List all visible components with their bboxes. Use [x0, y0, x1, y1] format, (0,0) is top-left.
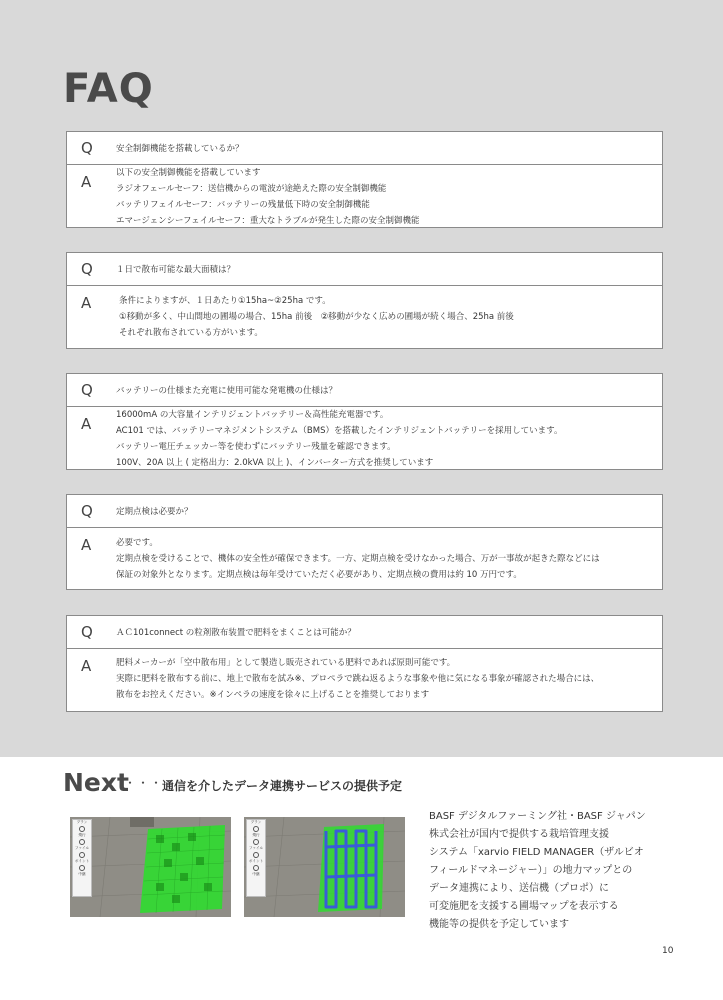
map-side-panel: [246, 819, 266, 897]
question-row: [67, 253, 662, 286]
panel-label: プラン: [250, 820, 262, 824]
flight-path-map-graphic: [244, 817, 405, 917]
plan-icon: [253, 826, 259, 832]
plan-icon: [79, 826, 85, 832]
flight-icon: [253, 839, 259, 845]
description-line: 株式会社が国内で提供する栽培管理支援: [429, 829, 609, 840]
answer-line: ラジオフェールセーフ：送信機からの電波が途絶えた際の安全制御機能: [116, 184, 387, 194]
description-line: BASF デジタルファーミング社・BASF ジャパン: [429, 811, 646, 822]
q-mark: Q: [81, 623, 93, 641]
map-side-panel: [72, 819, 92, 897]
q-mark: Q: [81, 139, 93, 157]
panel-label: 飛行: [252, 833, 260, 837]
question-row: [67, 132, 662, 165]
description-line: 機能等の提供を予定しています: [429, 919, 569, 930]
next-dots: ・・・: [124, 776, 164, 790]
q-mark: Q: [81, 260, 93, 278]
fertility-map-graphic: [70, 817, 231, 917]
flight-path-map-image: [244, 817, 405, 917]
next-subtitle: 通信を介したデータ連携サービスの提供予定: [162, 779, 403, 793]
page-number: 10: [662, 946, 674, 956]
answer-line: ①移動が多く、中山間地の圃場の場合、15ha 前後 ②移動が少なく広めの圃場が続く場合、25ha 前後: [119, 312, 514, 322]
flight-icon: [79, 839, 85, 845]
answer-text: [116, 407, 562, 471]
answer-line: バッテリフェイルセーフ：バッテリーの残量低下時の安全制御機能: [116, 200, 370, 210]
faq-title: FAQ: [63, 66, 154, 112]
faq-item: [66, 252, 663, 349]
answer-line: それぞれ散布されている方がいます。: [119, 328, 263, 338]
point-icon: [79, 865, 85, 871]
q-mark: Q: [81, 502, 93, 520]
description-line: 可変施肥を支援する圃場マップを表示する: [429, 901, 619, 912]
description-line: データ連携により、送信機（プロポ）に: [429, 883, 609, 894]
faq-item: [66, 615, 663, 712]
faq-item: [66, 494, 663, 590]
question-row: [67, 616, 662, 649]
a-mark: A: [81, 657, 92, 675]
faq-item: [66, 131, 663, 228]
answer-line: 定期点検を受けることで、機体の安全性が確保できます。一方、定期点検を受けなかった場合、万が一事故が起きた際などには: [116, 554, 600, 564]
answer-line: 必要です。: [116, 538, 158, 548]
description-line: フィールドマネージャー）」の地力マップとの: [429, 865, 633, 876]
panel-label: プラン: [76, 820, 88, 824]
panel-label: ポイント: [248, 859, 264, 863]
question-text: １日で散布可能な最大面積は？: [116, 265, 236, 275]
panel-label: ポイント: [74, 859, 90, 863]
file-icon: [79, 852, 85, 858]
answer-line: 散布をお控えください。※インペラの速度を徐々に上げることを推奨しております: [116, 690, 430, 700]
file-icon: [253, 852, 259, 858]
answer-line: 実際に肥料を散布する前に、地上で散布を試み※、プロペラで跳ね返るような事象や他に気になる事象が確認された場合には、: [116, 674, 600, 684]
question-text: 安全制御機能を搭載しているか？: [116, 144, 244, 154]
faq-item: [66, 373, 663, 470]
panel-label: 中継: [78, 872, 86, 876]
answer-text: [116, 165, 420, 229]
a-mark: A: [81, 294, 92, 312]
a-mark: A: [81, 536, 92, 554]
next-description: [429, 808, 646, 934]
a-mark: A: [81, 415, 92, 433]
question-text: バッテリーの仕様また充電に使用可能な発電機の仕様は？: [116, 386, 338, 396]
panel-label: 飛行: [78, 833, 86, 837]
answer-line: 条件によりますが、１日あたり①15ha~②25ha です。: [119, 296, 331, 306]
fertility-map-image: [70, 817, 231, 917]
answer-line: バッテリー電圧チェッカー等を使わずにバッテリー残量を確認できます。: [116, 442, 396, 452]
answer-line: 16000mA の大容量インテリジェントバッテリー＆高性能充電器です。: [116, 410, 389, 420]
question-row: [67, 495, 662, 528]
next-title: Next: [63, 768, 129, 797]
answer-line: 以下の安全制御機能を搭載しています: [116, 168, 261, 178]
a-mark: A: [81, 173, 92, 191]
panel-label: ファイル: [248, 846, 264, 850]
question-text: 定期点検は必要か？: [116, 507, 193, 517]
question-text: ＡＣ101connect の粒剤散布装置で肥料をまくことは可能か？: [116, 628, 356, 638]
answer-line: AC101 では、バッテリーマネジメントシステム（BMS）を搭載したインテリジェントバッテリーを採用しています。: [116, 426, 563, 436]
q-mark: Q: [81, 381, 93, 399]
answer-text: [116, 535, 600, 583]
description-line: システム「xarvio FIELD MANAGER（ザルビオ: [429, 847, 644, 858]
answer-text: [119, 293, 514, 341]
answer-text: [116, 655, 599, 703]
panel-label: 中継: [252, 872, 260, 876]
answer-line: 100V、20A 以上 ( 定格出力：2.0kVA 以上 )、インバーター方式を推奨しています: [116, 458, 434, 468]
panel-label: ファイル: [74, 846, 90, 850]
answer-line: エマージェンシーフェイルセーフ：重大なトラブルが発生した際の安全制御機能: [116, 216, 420, 226]
question-row: [67, 374, 662, 407]
answer-line: 肥料メーカーが「空中散布用」として製造し販売されている肥料であれば原則可能です。: [116, 658, 456, 668]
answer-line: 保証の対象外となります。定期点検は毎年受けていただく必要があり、定期点検の費用は約 10 万円です。: [116, 570, 522, 580]
point-icon: [253, 865, 259, 871]
